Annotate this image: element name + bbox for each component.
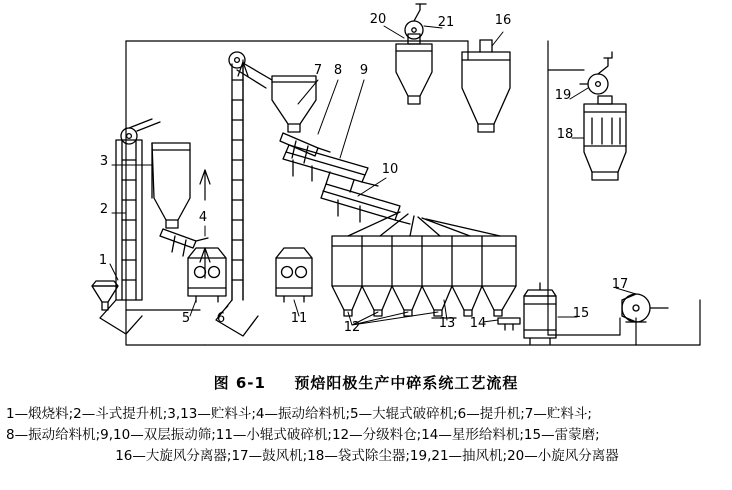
callout-number-6: 6 [216, 311, 226, 326]
equipment-1-calcined-material [92, 281, 118, 310]
legend-line-1: 1—煅烧料;2—斗式提升机;3,13—贮料斗;4—振动给料机;5—大辊式破碎机;6—提升机;7—贮料斗; [6, 406, 592, 422]
figure-number: 图 6-1 [213, 374, 266, 392]
callout-leaders [110, 26, 636, 325]
equipment-2-bucket-elevator [100, 119, 160, 334]
callout-number-13: 13 [438, 316, 456, 331]
callout-number-2: 2 [99, 202, 109, 217]
equipment-3-storage-bin [152, 143, 190, 228]
callout-number-8: 8 [333, 63, 343, 78]
callout-number-10: 10 [381, 162, 399, 177]
equipment-18-bag-filter [584, 96, 626, 180]
equipment-16-large-cyclone [462, 40, 510, 132]
callout-number-20: 20 [369, 12, 387, 27]
equipment-19-exhaust-fan [580, 52, 612, 94]
callout-number-12: 12 [343, 320, 361, 335]
equipment-12-grading-silos [332, 212, 516, 316]
callout-number-5: 5 [181, 311, 191, 326]
callout-number-16: 16 [494, 13, 512, 28]
figure-legend [6, 404, 728, 467]
equipment-7-storage-hopper [272, 76, 316, 132]
equipment-9-10-double-deck-screen [283, 145, 410, 224]
figure-title: 预焙阳极生产中碎系统工艺流程 [294, 374, 519, 392]
callout-number-3: 3 [99, 154, 109, 169]
equipment-20-small-cyclone [396, 34, 432, 104]
legend-line-2: 8—振动给料机;9,10—双层振动筛;11—小辊式破碎机;12—分级料仓;14—星形给料机;15—雷蒙磨; [6, 427, 600, 443]
callout-number-1: 1 [98, 253, 108, 268]
callout-number-11: 11 [290, 311, 308, 326]
figure-caption [0, 372, 732, 393]
callout-number-14: 14 [469, 316, 487, 331]
callout-number-7: 7 [313, 63, 323, 78]
callout-number-17: 17 [611, 277, 629, 292]
equipment-6-elevator [216, 52, 272, 336]
callout-number-9: 9 [359, 63, 369, 78]
equipment-4-vibrating-feeder [160, 229, 208, 256]
callout-number-21: 21 [437, 15, 455, 30]
equipment-17-blower-fan [622, 294, 668, 322]
callout-number-19: 19 [554, 88, 572, 103]
callout-number-4: 4 [198, 210, 208, 225]
callout-number-15: 15 [572, 306, 590, 321]
equipment-11-small-roller-crusher [276, 248, 312, 302]
legend-line-3: 16—大旋风分离器;17—鼓风机;18—袋式除尘器;19,21—抽风机;20—小旋风分离器 [115, 448, 619, 464]
equipment-5-large-roller-crusher [188, 248, 226, 302]
duct-network [126, 41, 700, 345]
callout-number-18: 18 [556, 127, 574, 142]
equipment-14-star-feeder [498, 318, 520, 330]
flow-arrows [200, 62, 248, 278]
